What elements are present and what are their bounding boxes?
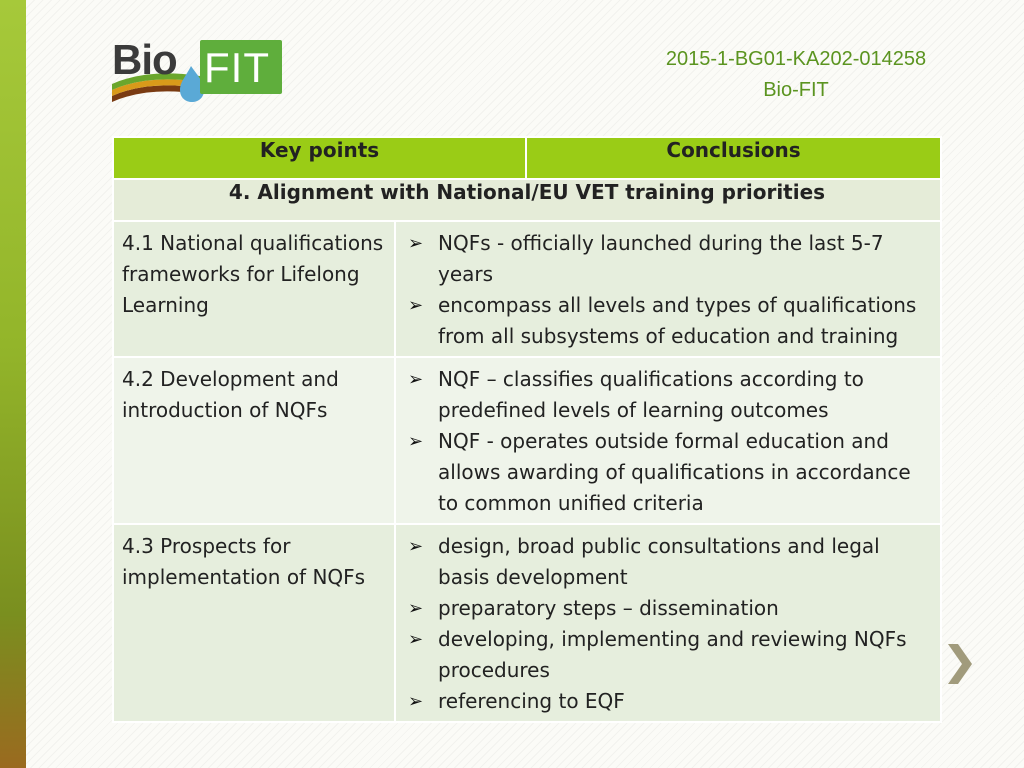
side-accent-bar [0,0,26,768]
arrow-bullet-icon: ➢ [408,629,424,650]
list-item [404,426,932,519]
arrow-bullet-icon: ➢ [408,691,424,712]
list-item-text: NQFs - officially launched during the last 5-7 years [438,231,884,286]
list-item [404,364,932,426]
project-name: Bio-FIT [763,79,829,101]
project-code: 2015-1-BG01-KA202-014258 [665,48,927,70]
logo-bio-text: Bio [112,36,177,83]
list-item-text: design, broad public consultations and legal basis development [438,534,880,589]
key-points-table [112,136,942,723]
list-item [404,686,932,717]
section-row [113,179,941,221]
list-item-text: referencing to EQF [438,689,625,713]
list-item [404,593,932,624]
conclusions-cell [395,524,941,722]
table-row [113,357,941,524]
conclusions-list [404,228,932,352]
arrow-bullet-icon: ➢ [408,536,424,557]
key-point-cell: 4.3 Prospects for implementation of NQFs [113,524,395,722]
section-title: 4. Alignment with National/EU VET training priorities [113,179,941,221]
list-item [404,624,932,686]
list-item-text: developing, implementing and reviewing NQFs procedures [438,627,907,682]
list-item [404,228,932,290]
conclusions-list [404,531,932,717]
conclusions-cell [395,357,941,524]
key-point-cell: 4.1 National qualifications frameworks for Lifelong Learning [113,221,395,357]
arrow-bullet-icon: ➢ [408,295,424,316]
conclusions-list [404,364,932,519]
list-item [404,531,932,593]
conclusions-cell [395,221,941,357]
project-header [636,44,956,106]
column-header-key-points: Key points [113,137,526,179]
column-header-conclusions: Conclusions [526,137,941,179]
arrow-bullet-icon: ➢ [408,233,424,254]
biofit-logo [108,36,290,106]
arrow-bullet-icon: ➢ [408,369,424,390]
list-item [404,290,932,352]
list-item-text: encompass all levels and types of qualifications from all subsystems of education and training [438,293,917,348]
arrow-bullet-icon: ➢ [408,598,424,619]
arrow-bullet-icon: ➢ [408,431,424,452]
table-row [113,221,941,357]
chevron-right-icon[interactable] [944,640,974,688]
table-header-row [113,137,941,179]
logo-fit-text: FIT [204,44,270,91]
list-item-text: NQF - operates outside formal education and allows awarding of qualifications in accordance to common unified criteria [438,429,911,515]
table-row [113,524,941,722]
list-item-text: NQF – classifies qualifications according to predefined levels of learning outcomes [438,367,864,422]
list-item-text: preparatory steps – dissemination [438,596,779,620]
key-point-cell: 4.2 Development and introduction of NQFs [113,357,395,524]
